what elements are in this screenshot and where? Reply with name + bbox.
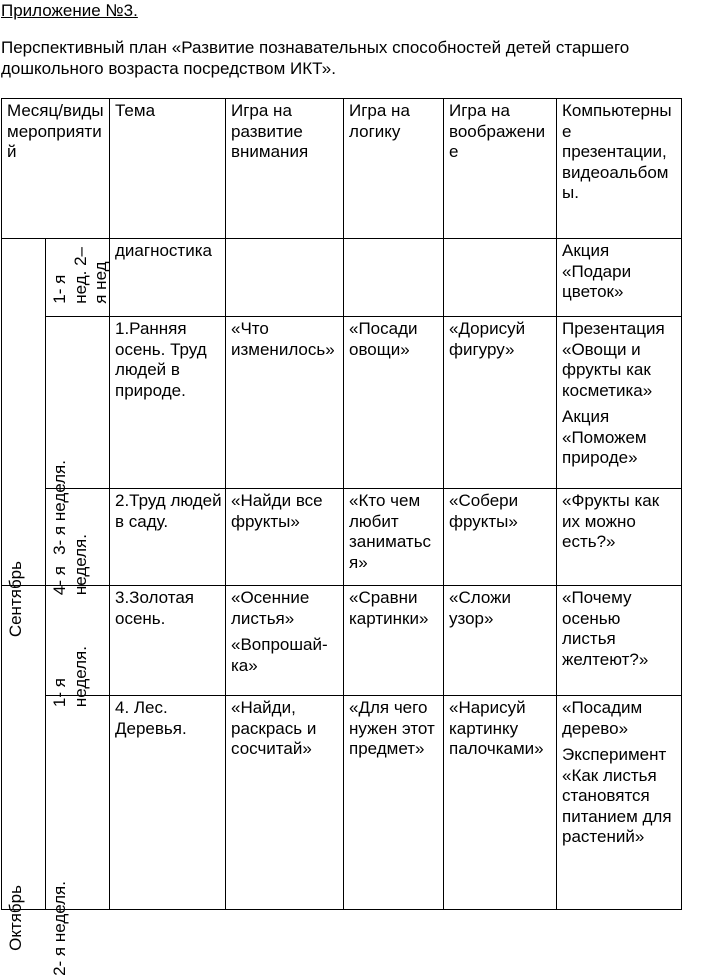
attention-cell: «Найди все фрукты» (226, 489, 344, 586)
header-attention: Игра на развитие внимания (226, 99, 344, 239)
presentation-extra-text: Акция «Поможем природе» (562, 407, 678, 469)
presentation-cell (557, 239, 682, 317)
attention-extra-text: «Вопрошай-ка» (231, 635, 340, 676)
imagination-cell: «Нарисуй картинку палочками» (444, 696, 557, 910)
week-cell (46, 696, 110, 910)
table-row (2, 696, 682, 910)
theme-cell: 3.Золотая осень. (110, 586, 226, 696)
week-cell (46, 489, 110, 586)
table-row (2, 317, 682, 489)
plan-heading: Перспективный план «Развитие познавательных способностей детей старшего дошкольного возраста посредством ИКТ». (1, 38, 691, 79)
week-cell (46, 239, 110, 317)
month-cell-september (2, 239, 46, 586)
header-presentations: Компьютерные презентации, видеоальбомы. (557, 99, 682, 239)
logic-cell: «Посади овощи» (344, 317, 444, 489)
appendix-title: Приложение №3. (1, 1, 138, 22)
theme-cell: 2.Труд людей в саду. (110, 489, 226, 586)
week-label: 1- я нед. 2– я нед (50, 247, 112, 304)
logic-cell (344, 239, 444, 317)
header-theme: Тема (110, 99, 226, 239)
presentation-text: «Посадим дерево» (562, 698, 678, 739)
logic-cell: «Кто чем любит заниматься» (344, 489, 444, 586)
logic-cell: «Сравни картинки» (344, 586, 444, 696)
theme-cell: диагностика (110, 239, 226, 317)
presentation-cell (557, 586, 682, 696)
presentation-extra-text: Эксперимент «Как листья становятся питанием для растений» (562, 745, 678, 848)
table-row (2, 586, 682, 696)
presentation-cell (557, 489, 682, 586)
imagination-cell (444, 239, 557, 317)
attention-cell: «Найди, раскрась и сосчитай» (226, 696, 344, 910)
attention-cell (226, 239, 344, 317)
presentation-text: «Почему осенью листья желтеют?» (562, 588, 678, 670)
week-label: 4- я неделя. (50, 534, 91, 595)
imagination-cell: «Собери фрукты» (444, 489, 557, 586)
week-cell (46, 317, 110, 489)
month-label: Октябрь (6, 885, 27, 951)
imagination-cell: «Сложи узор» (444, 586, 557, 696)
plan-table (1, 98, 682, 910)
week-cell (46, 586, 110, 696)
header-period: Месяц/виды мероприятий (2, 99, 110, 239)
header-imagination: Игра на воображение (444, 99, 557, 239)
attention-cell: «Что изменилось» (226, 317, 344, 489)
logic-cell: «Для чего нужен этот предмет» (344, 696, 444, 910)
theme-cell: 4. Лес. Деревья. (110, 696, 226, 910)
presentation-cell (557, 317, 682, 489)
attention-text: «Осенние листья» (231, 588, 340, 629)
attention-cell (226, 586, 344, 696)
week-label: 2- я неделя. (50, 881, 71, 975)
month-cell-october (2, 586, 46, 910)
presentation-text: Акция «Подари цветок» (562, 241, 678, 303)
week-label: 3- я неделя. (50, 460, 71, 555)
header-logic: Игра на логику (344, 99, 444, 239)
theme-cell: 1.Ранняя осень. Труд людей в природе. (110, 317, 226, 489)
header-row (2, 99, 682, 239)
month-label: Сентябрь (6, 561, 27, 637)
week-label: 1- я неделя. (50, 646, 91, 707)
presentation-cell (557, 696, 682, 910)
imagination-cell: «Дорисуй фигуру» (444, 317, 557, 489)
table-row (2, 239, 682, 317)
presentation-text: «Фрукты как их можно есть?» (562, 491, 678, 553)
presentation-text: Презентация «Овощи и фрукты как косметика» (562, 319, 678, 401)
table-row (2, 489, 682, 586)
